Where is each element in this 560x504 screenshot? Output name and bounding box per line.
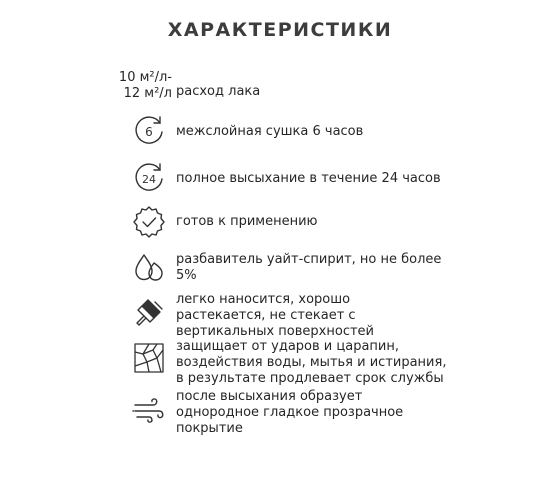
finish-text-line1: после высыхания образует bbox=[176, 389, 363, 404]
interlayer-drying-text: межслойная сушка 6 часов bbox=[176, 124, 364, 139]
cycle-6-icon-number: 6 bbox=[145, 125, 153, 139]
thinner-text-line1: разбавитель уайт-спирит, но не более bbox=[176, 252, 442, 267]
full-drying-text: полное высыхание в течение 24 часов bbox=[176, 171, 441, 186]
finish-text bbox=[176, 389, 461, 437]
coverage-label-line1: 10 м²/л- bbox=[118, 70, 172, 85]
finish-text-line2: однородное гладкое прозрачное bbox=[176, 405, 404, 420]
checkmark-icon bbox=[131, 204, 167, 240]
cycle-6-icon bbox=[131, 113, 167, 149]
coverage-label-line2: 12 м²/л bbox=[123, 86, 172, 101]
thinner-text-line2: 5% bbox=[176, 268, 197, 283]
protection-text bbox=[176, 339, 461, 387]
drops-icon bbox=[131, 249, 167, 285]
page-title: ХАРАКТЕРИСТИКИ bbox=[167, 19, 393, 41]
cracked-surface-icon bbox=[131, 340, 167, 376]
ready-text: готов к применению bbox=[176, 214, 318, 229]
thinner-text bbox=[176, 252, 461, 284]
protection-text-line1: защищает от ударов и царапин, bbox=[176, 339, 399, 354]
cycle-24-icon bbox=[131, 160, 167, 196]
coverage-text: расход лака bbox=[176, 84, 261, 99]
cycle-24-icon-number: 24 bbox=[142, 173, 156, 186]
wind-icon bbox=[131, 393, 167, 429]
application-text bbox=[176, 292, 461, 340]
brush-icon bbox=[131, 294, 167, 330]
coverage-label bbox=[100, 70, 172, 102]
application-text-line3: вертикальных поверхностей bbox=[176, 324, 374, 339]
application-text-line2: растекается, не стекает с bbox=[176, 308, 356, 323]
protection-text-line3: в результате продлевает срок службы bbox=[176, 371, 444, 386]
application-text-line1: легко наносится, хорошо bbox=[176, 292, 351, 307]
protection-text-line2: воздействия воды, мытья и истирания, bbox=[176, 355, 447, 370]
finish-text-line3: покрытие bbox=[176, 421, 243, 436]
